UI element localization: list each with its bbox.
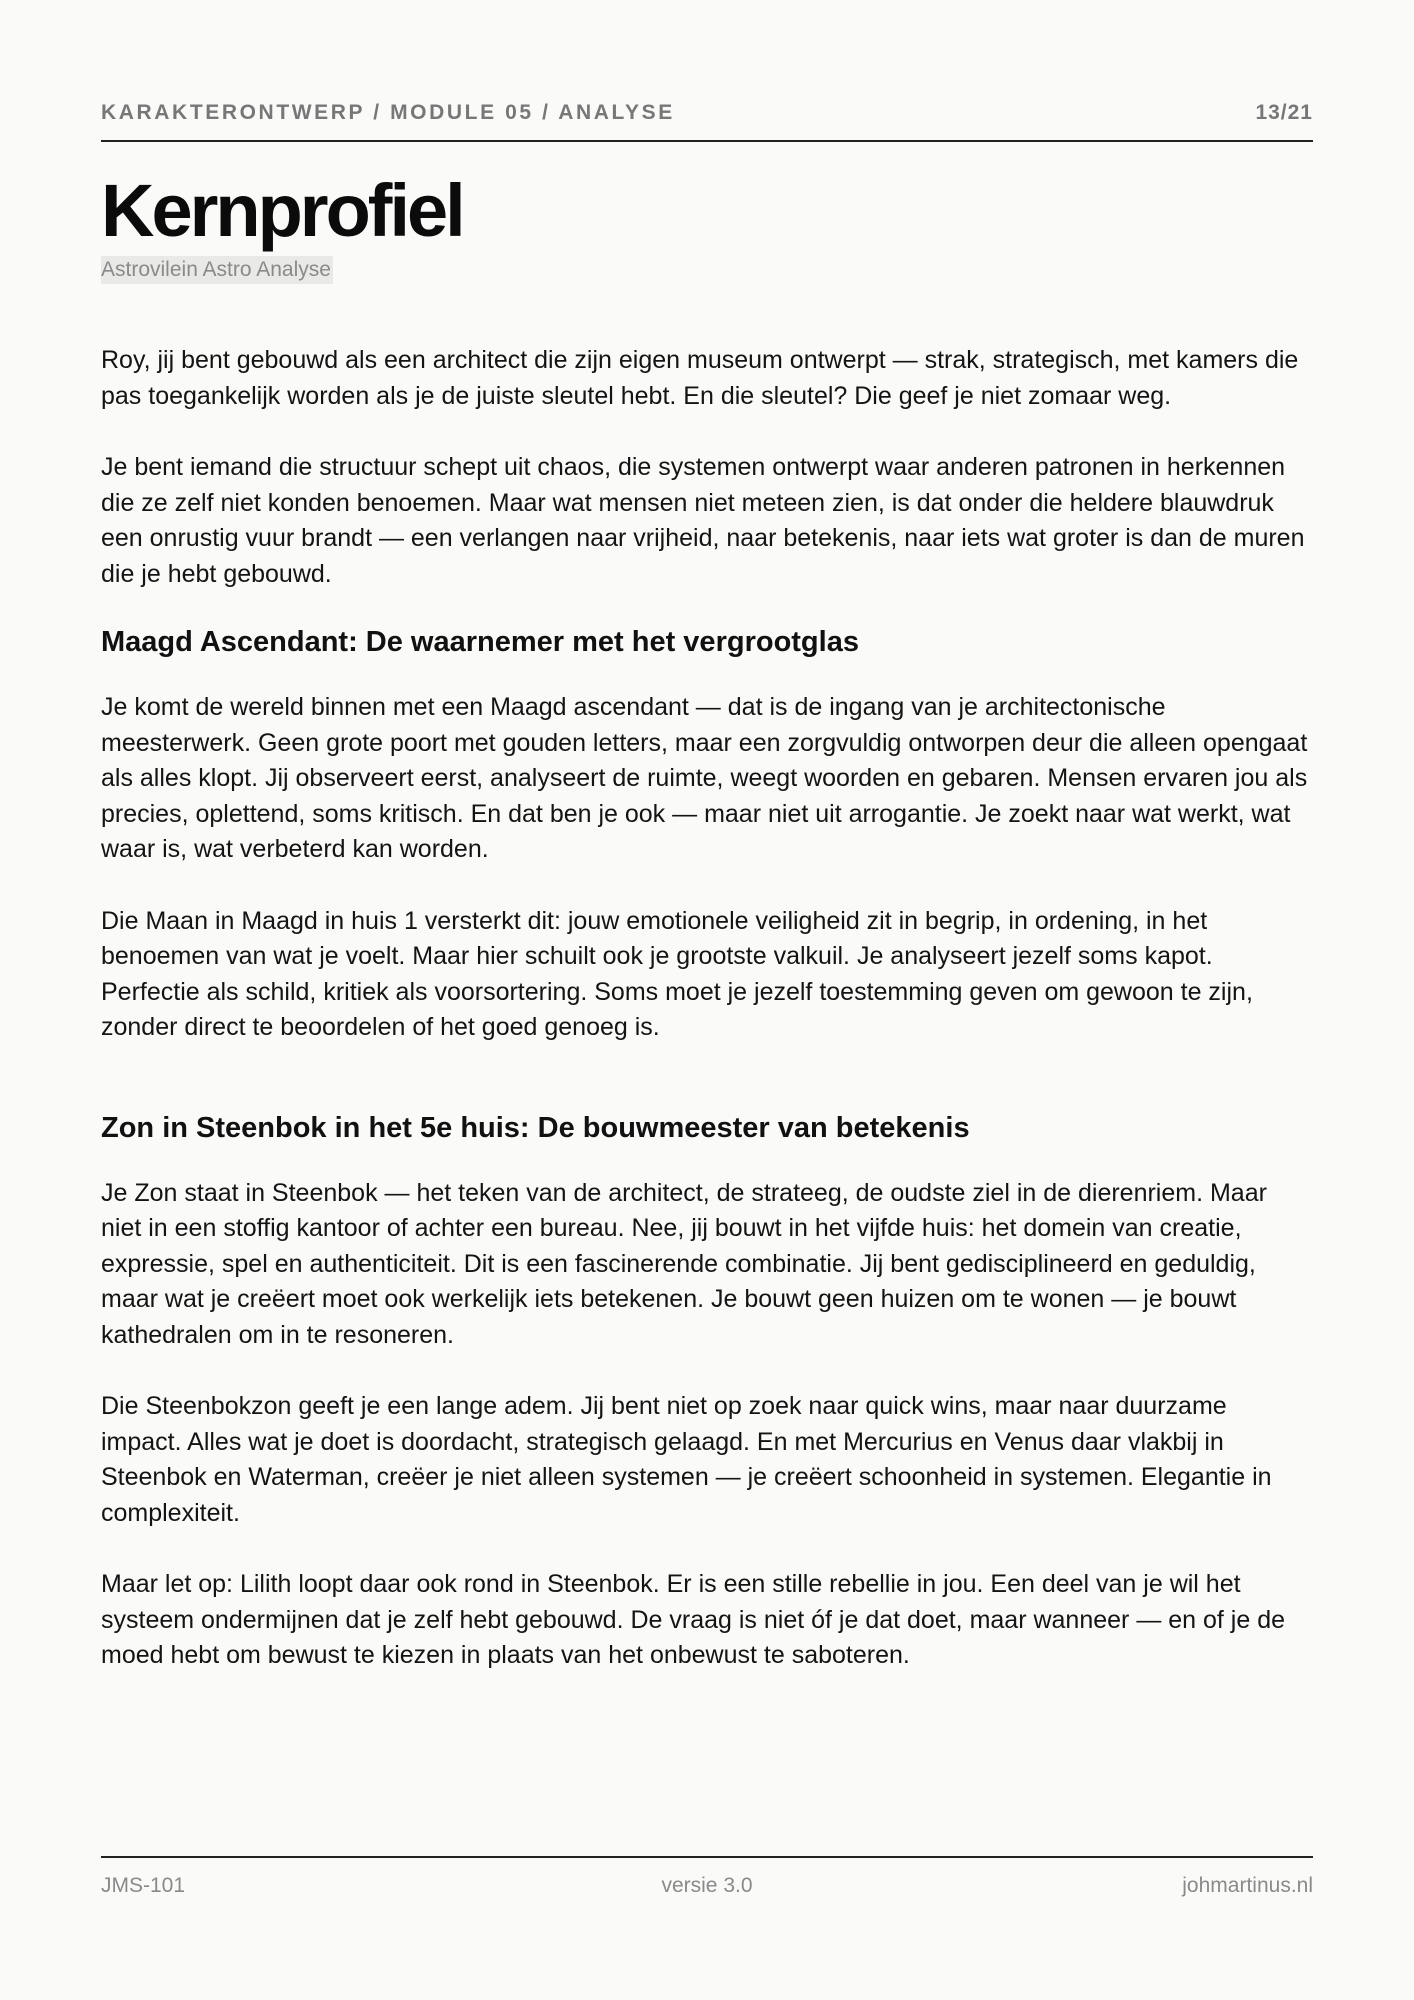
page-footer [101,1874,1313,1898]
section-paragraph: Die Steenbokzon geeft je een lange adem. Jij bent niet op zoek naar quick wins, maar naar duurzame impact. Alles wat je doet is doordacht, strategisch gelaagd. En met Mercurius en Venus daar vlakbij in Steenbok en Waterman, creëer je niet alleen systemen — je creëert schoonheid in systemen. Elegantie in complexiteit. [101,1392,1272,1527]
document-page [101,0,1313,2000]
article-body [101,343,1313,1710]
footer-code: JMS-101 [101,1874,186,1897]
section-paragraph: Maar let op: Lilith loopt daar ook rond in Steenbok. Er is een stille rebellie in jou. Een deel van je wil het systeem ondermijnen dat je zelf hebt gebouwd. De vraag is niet óf je dat doet, maar wanneer — en of je de moed hebt om bewust te kiezen in plaats van het onbewust te saboteren. [101,1570,1286,1669]
page-title: Kernprofiel [101,169,463,252]
breadcrumb: KARAKTERONTWERP / MODULE 05 / ANALYSE [101,101,675,124]
section-heading-wrap [101,622,1313,662]
section-paragraph: Die Maan in Maagd in huis 1 versterkt dit: jouw emotionele veiligheid zit in begrip, in ordening, in het benoemen van wat je voelt. Maar hier schuilt ook je grootste valkuil. Je analyseert jezelf soms kapot. Perfectie als schild, kritiek als voorsortering. Soms moet je jezelf toestemming geven om gewoon te zijn, zonder direct te beoordelen of het goed genoeg is. [101,906,1253,1041]
footer-version: versie 3.0 [661,1874,753,1897]
section-heading-wrap [101,1108,1313,1148]
page-header [101,98,1313,128]
header-divider [101,140,1313,142]
section-paragraph: Je komt de wereld binnen met een Maagd ascendant — dat is de ingang van je architectonische meesterwerk. Geen grote poort met gouden letters, maar een zorgvuldig ontworpen deur die alleen opengaat als alles klopt. Jij observeert eerst, analyseert de ruimte, weegt woorden en gebaren. Mensen ervaren jou als precies, oplettend, soms kritisch. En dat ben je ook — maar niet uit arrogantie. Je zoekt naar wat werkt, wat waar is, wat verbeterd kan worden. [101,693,1308,863]
footer-divider [101,1856,1313,1858]
section-paragraph: Je Zon staat in Steenbok — het teken van de architect, de strateeg, de oudste ziel in de dierenriem. Maar niet in een stoffig kantoor of achter een bureau. Nee, jij bouwt in het vijfde huis: het domein van creatie, expressie, spel en authenticiteit. Dit is een fascinerende combinatie. Jij bent gedisciplineerd en geduldig, maar wat je creëert moet ook werkelijk iets betekenen. Je bouwt geen huizen om te wonen — je bouwt kathedralen om in te resoneren. [101,1178,1267,1349]
intro-paragraph: Roy, jij bent gebouwd als een architect die zijn eigen museum ontwerpt — strak, strategisch, met kamers die pas toegankelijk worden als je de juiste sleutel hebt. En die sleutel? Die geef je niet zomaar weg. [101,346,1299,410]
intro-paragraph: Je bent iemand die structuur schept uit chaos, die systemen ontwerpt waar anderen patronen in herkennen die ze zelf niet konden benoemen. Maar wat mensen niet meteen zien, is dat onder die heldere blauwdruk een onrustig vuur brandt — een verlangen naar vrijheid, naar betekenis, naar iets wat groter is dan de muren die je hebt gebouwd. [101,453,1305,588]
footer-site: johmartinus.nl [1182,1874,1313,1897]
section-heading-sun: Zon in Steenbok in het 5e huis: De bouwmeester van betekenis [101,1111,970,1144]
section-heading-ascendant: Maagd Ascendant: De waarnemer met het vergrootglas [101,626,859,658]
page-subtitle: Astrovilein Astro Analyse [101,256,333,284]
page-number: 13/21 [1255,101,1313,124]
